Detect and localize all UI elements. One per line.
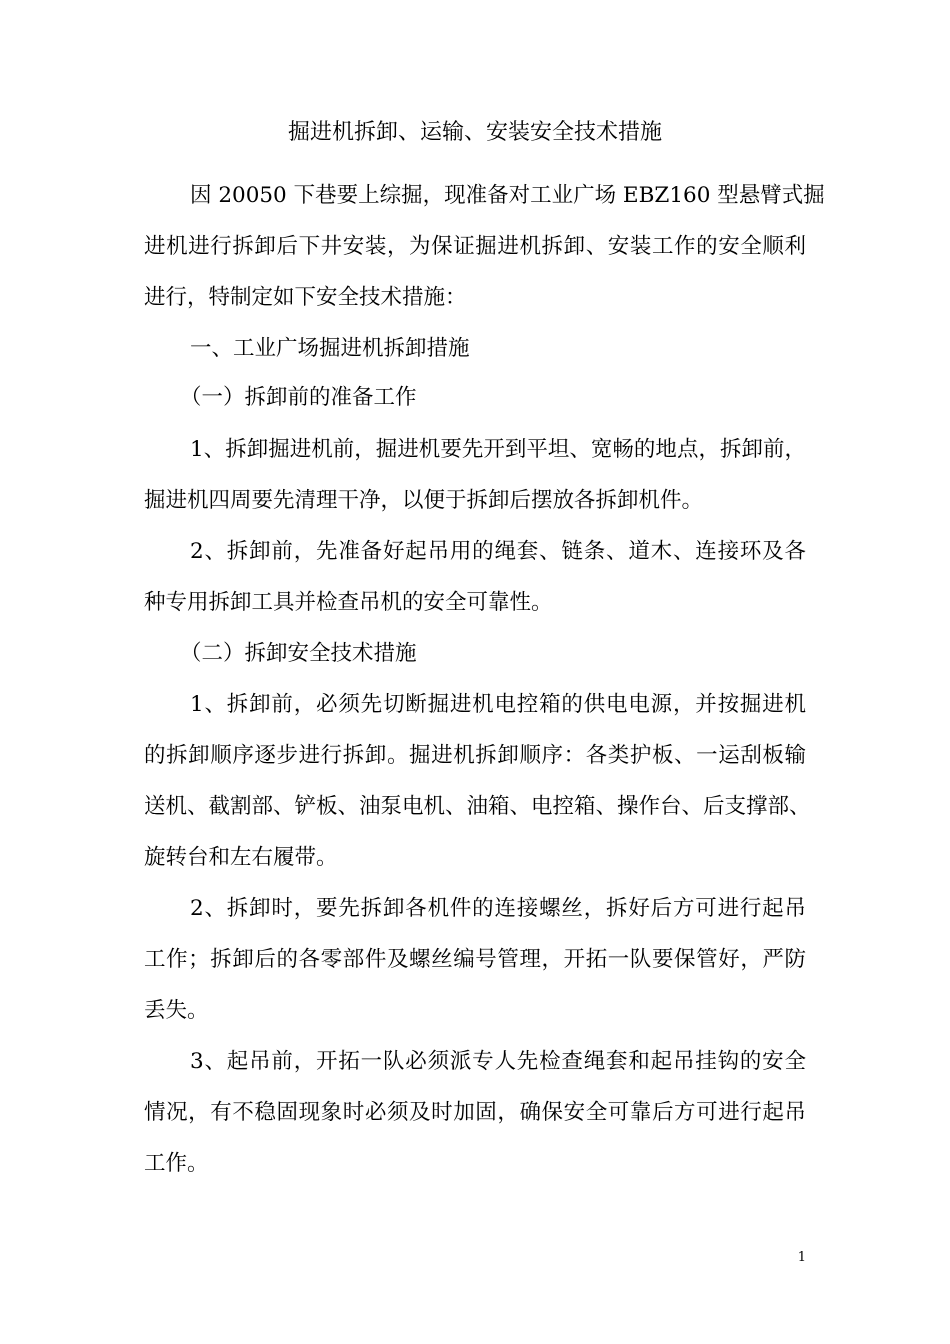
paragraph-line: 工作；拆卸后的各零部件及螺丝编号管理，开拓一队要保管好，严防 xyxy=(144,947,806,972)
paragraph-line: 工作。 xyxy=(144,1151,209,1176)
paragraph-line: 1、拆卸掘进机前，掘进机要先开到平坦、宽畅的地点，拆卸前， xyxy=(190,437,806,462)
paragraph-line: 因 20050 下巷要上综掘，现准备对工业广场 EBZ160 型悬臂式掘 xyxy=(190,183,825,208)
paragraph-line: 1、拆卸前，必须先切断掘进机电控箱的供电电源，并按掘进机 xyxy=(190,692,806,717)
paragraph-line: 旋转台和左右履带。 xyxy=(144,845,338,870)
paragraph-line: 进行，特制定如下安全技术措施： xyxy=(144,285,467,310)
paragraph-line: 2、拆卸时，要先拆卸各机件的连接螺丝，拆好后方可进行起吊 xyxy=(190,896,806,921)
paragraph-line: 种专用拆卸工具并检查吊机的安全可靠性。 xyxy=(144,590,553,615)
paragraph-line: 掘进机四周要先清理干净，以便于拆卸后摆放各拆卸机件。 xyxy=(144,488,704,513)
page-number: 1 xyxy=(797,1250,806,1265)
document-title: 掘进机拆卸、运输、安装安全技术措施 xyxy=(287,120,662,145)
paragraph-line: 进机进行拆卸后下井安装，为保证掘进机拆卸、安装工作的安全顺利 xyxy=(144,234,806,259)
paragraph-line: 送机、截割部、铲板、油泵电机、油箱、电控箱、操作台、后支撑部、 xyxy=(144,794,811,819)
subsection-heading: （一）拆卸前的准备工作 xyxy=(180,385,417,410)
paragraph-line: 的拆卸顺序逐步进行拆卸。掘进机拆卸顺序：各类护板、一运刮板输 xyxy=(144,743,806,768)
section-heading: 一、工业广场掘进机拆卸措施 xyxy=(190,336,470,361)
paragraph-line: 情况，有不稳固现象时必须及时加固，确保安全可靠后方可进行起吊 xyxy=(144,1100,806,1125)
paragraph-line: 2、拆卸前，先准备好起吊用的绳套、链条、道木、连接环及各 xyxy=(190,539,806,564)
paragraph-line: 丢失。 xyxy=(144,998,209,1023)
paragraph-line: 3、起吊前，开拓一队必须派专人先检查绳套和起吊挂钩的安全 xyxy=(190,1049,806,1074)
subsection-heading: （二）拆卸安全技术措施 xyxy=(180,641,417,666)
